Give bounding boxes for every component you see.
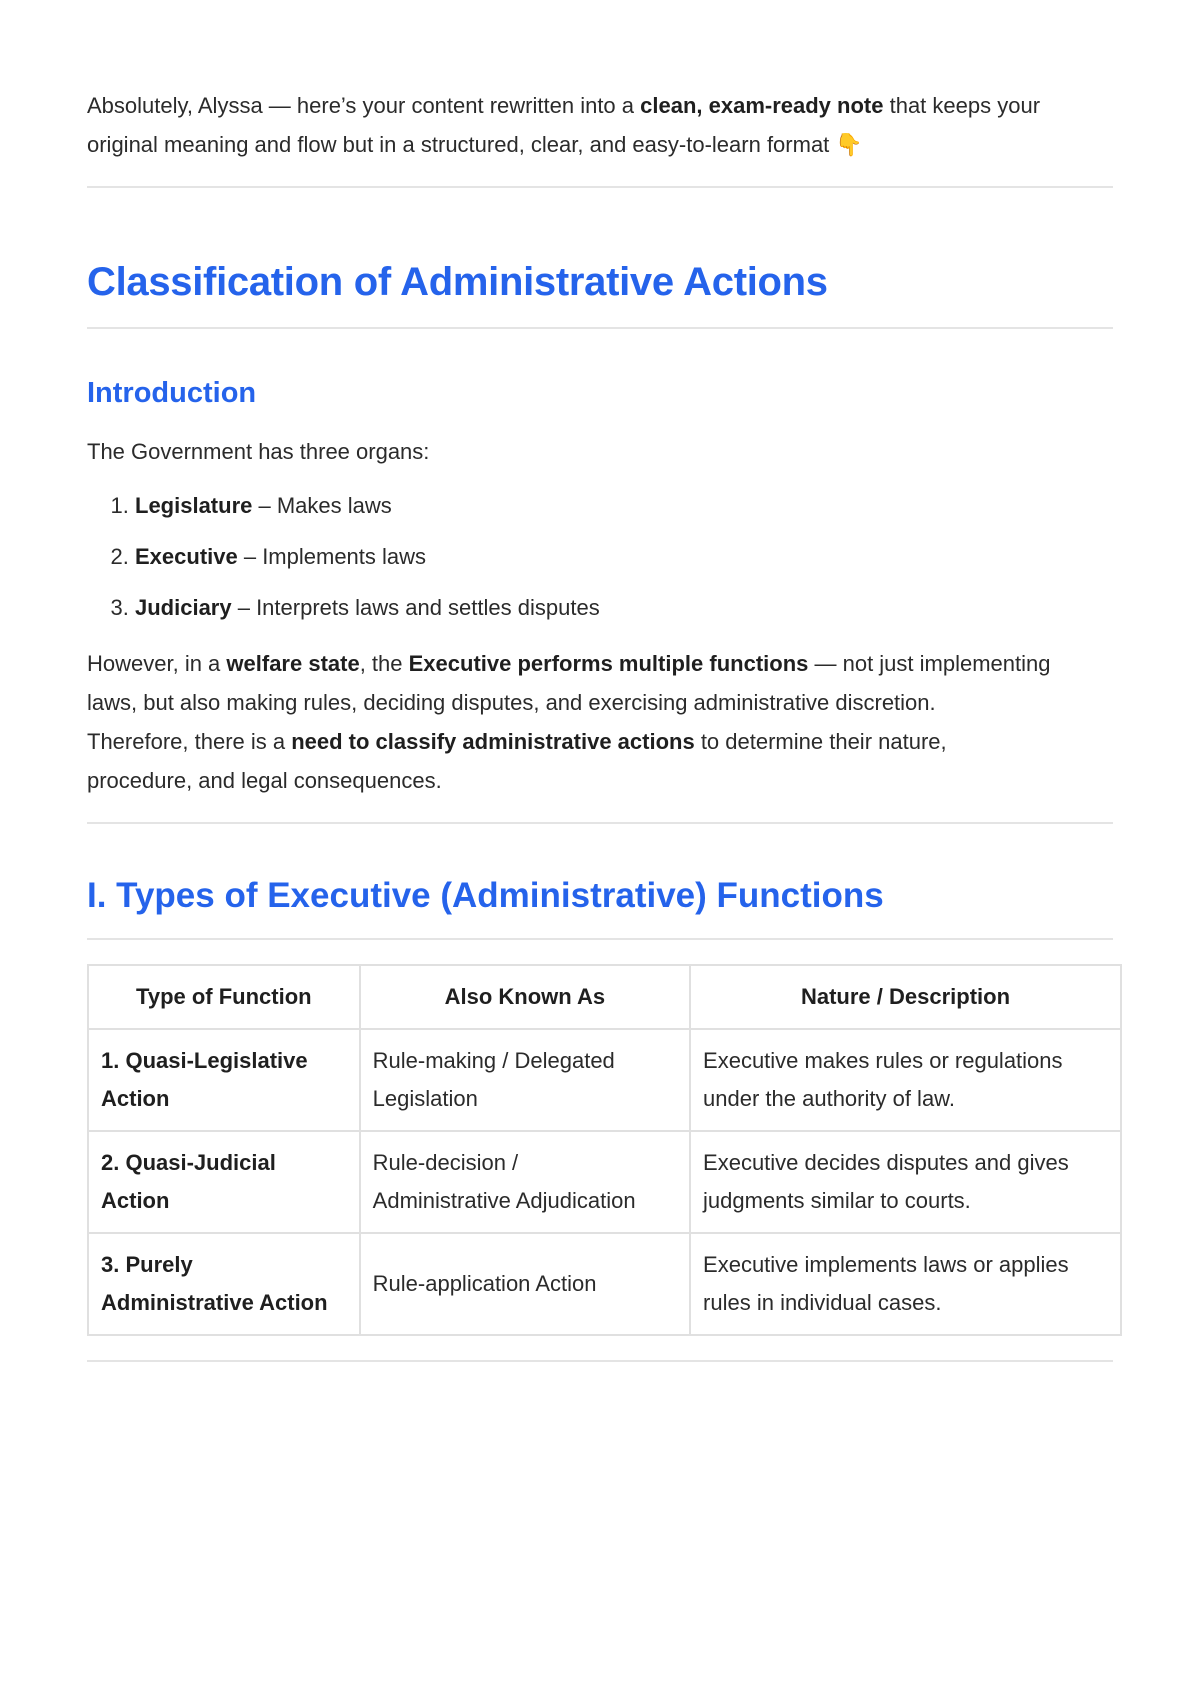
also-known-as-cell: Rule-decision / Administrative Adjudication [360,1131,690,1233]
function-type-cell: 2. Quasi-Judicial Action [88,1131,360,1233]
also-known-as-cell: Rule-making / Delegated Legislation [360,1029,690,1131]
organs-list [87,491,1113,623]
description-cell: Executive implements laws or applies rules in individual cases. [690,1233,1121,1335]
intro-lead: Absolutely, Alyssa — here’s your content rewritten into a [87,93,641,118]
function-type-cell: 3. Purely Administrative Action [88,1233,360,1335]
organs-intro: The Government has three organs: [87,439,430,464]
page-title: Classification of Administrative Actions [87,260,828,304]
description-cell: Executive makes rules or regulations under the authority of law. [690,1029,1121,1131]
welfare-state-paragraph: However, in a welfare state, the Executive performs multiple functions — not just implementing laws, but also making rules, deciding disputes, and exercising administrative discretion. Therefore, there is a need to classify administrative actions to determine their nature, procedure, and legal consequences. [87,651,1051,793]
functions-table [87,964,1122,1336]
also-known-as-cell: Rule-application Action [360,1233,690,1335]
intro-paragraph [87,86,1113,164]
table-row [88,1131,1121,1233]
table-header-row [88,965,1121,1029]
pointing-down-icon: 👇 [835,132,863,157]
column-header: Nature / Description [690,965,1121,1029]
column-header: Also Known As [360,965,690,1029]
section-divider [87,938,1113,940]
table-row [88,1029,1121,1131]
list-item: 3. Judiciary – Interprets laws and settles disputes [135,593,1113,623]
title-divider [87,327,1113,329]
divider [87,186,1113,188]
intro-trail-line2: original meaning and flow but in a structured, clear, and easy-to-learn format [87,132,830,157]
intro-bold: clean, exam-ready note [640,93,884,118]
description-cell: Executive decides disputes and gives judgments similar to courts. [690,1131,1121,1233]
section-heading-types: I. Types of Executive (Administrative) Functions [87,876,884,915]
list-item: 1. Legislature – Makes laws [135,491,1113,521]
introduction-heading: Introduction [87,377,257,409]
table-row [88,1233,1121,1335]
divider [87,1360,1113,1362]
column-header: Type of Function [88,965,360,1029]
list-item: 2. Executive – Implements laws [135,542,1113,572]
divider [87,822,1113,824]
intro-trail: that keeps your [883,93,1041,118]
function-type-cell: 1. Quasi-Legislative Action [88,1029,360,1131]
